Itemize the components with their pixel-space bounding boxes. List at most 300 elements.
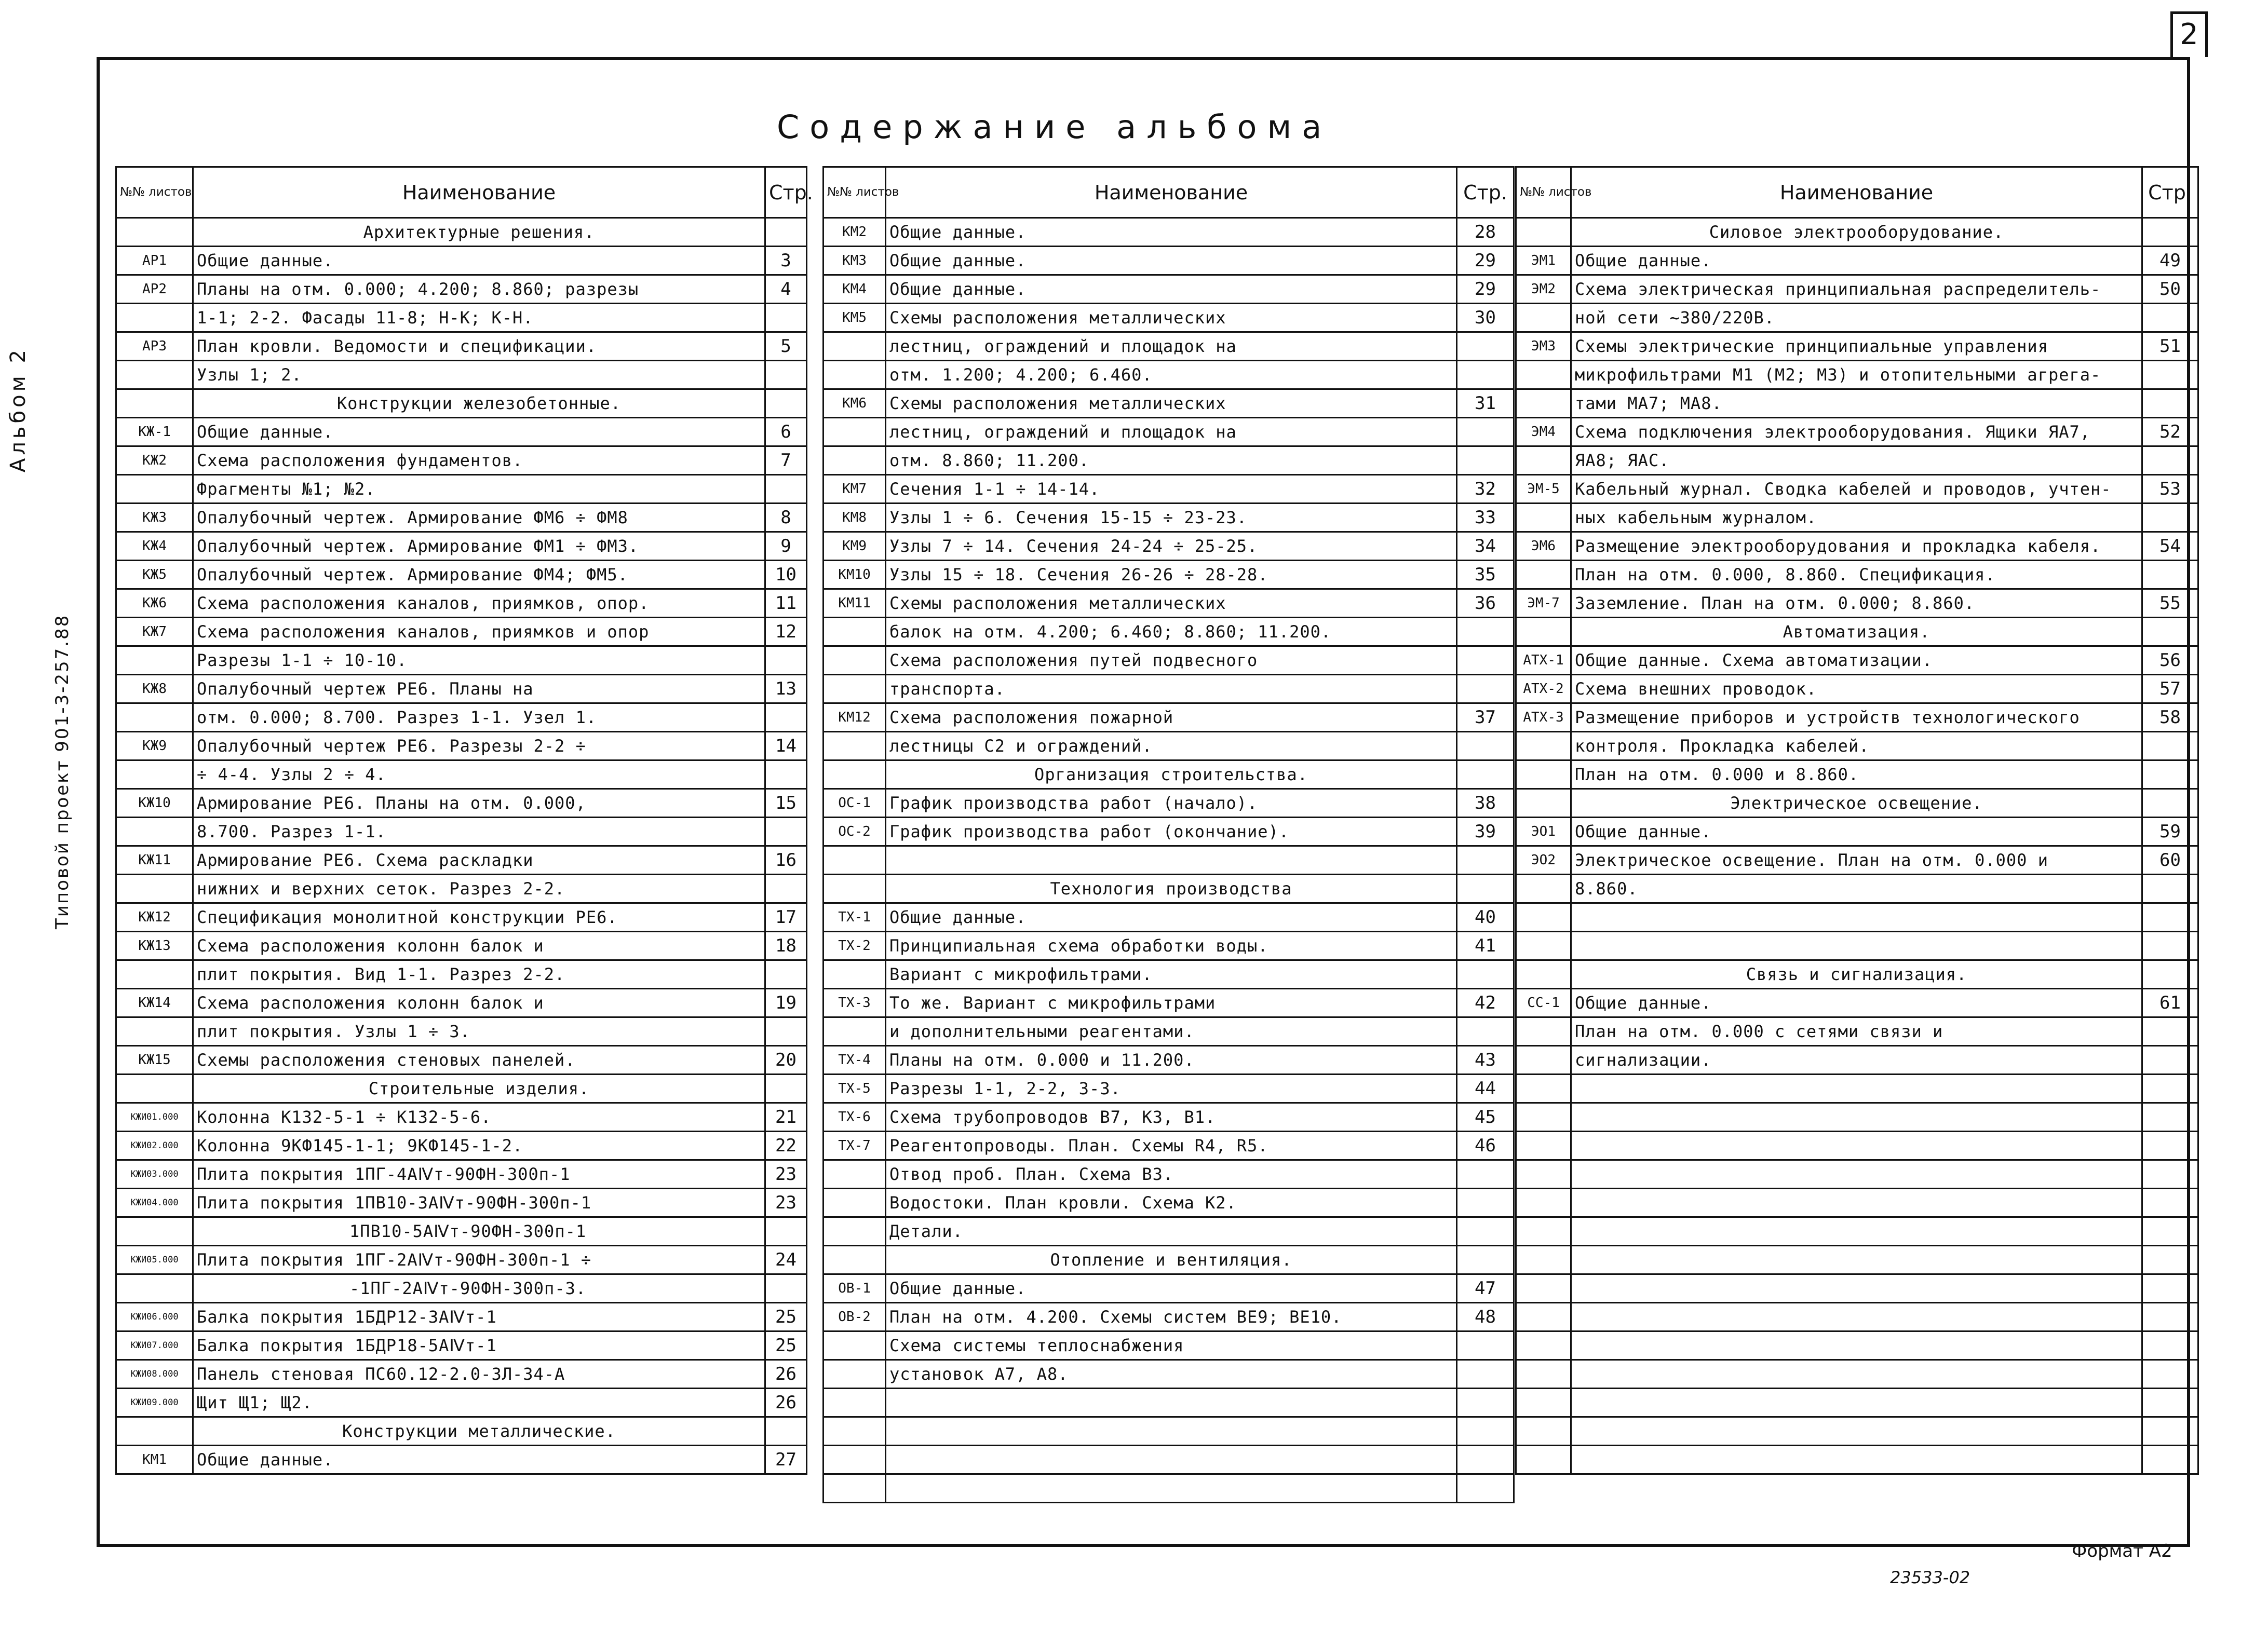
- page-number: 40: [1457, 903, 1514, 932]
- toc-row: [1516, 1417, 2198, 1446]
- sheet-code: [824, 361, 886, 389]
- page-number: 61: [2142, 989, 2198, 1017]
- sheet-code: [1516, 875, 1571, 903]
- page-number: [2142, 361, 2198, 389]
- page-number: 7: [765, 446, 807, 475]
- toc-row: [116, 675, 807, 703]
- toc-row: [1516, 1075, 2198, 1103]
- toc-row: [116, 561, 807, 589]
- toc-row: [1516, 646, 2198, 675]
- sheet-code: КЖИ04.000: [116, 1189, 193, 1217]
- toc-row: [116, 618, 807, 646]
- toc-row: [824, 960, 1514, 989]
- toc-row: [1516, 760, 2198, 789]
- sheet-code: [824, 1246, 886, 1274]
- sheet-title: 1ПВ10-5АⅣт-90ФН-300п-1: [193, 1217, 765, 1246]
- sheet-title: Принципиальная схема обработки воды.: [886, 932, 1457, 960]
- page-number: [2142, 1160, 2198, 1189]
- toc-row: [1516, 818, 2198, 846]
- page-number: 23: [765, 1189, 807, 1217]
- page-number: 3: [765, 247, 807, 275]
- sheet-code: ТХ-3: [824, 989, 886, 1017]
- sheet-title: плит покрытия. Узлы 1 ÷ 3.: [193, 1017, 765, 1046]
- toc-row: [824, 1303, 1514, 1331]
- toc-row: [116, 304, 807, 332]
- sheet-code: [1516, 1417, 1571, 1446]
- toc-row: [116, 1189, 807, 1217]
- toc-row: [1516, 1246, 2198, 1274]
- sheet-title: Планы на отм. 0.000 и 11.200.: [886, 1046, 1457, 1075]
- page-number: [1457, 760, 1514, 789]
- page-number: [2142, 389, 2198, 418]
- toc-section-row: [116, 1075, 807, 1103]
- toc-row: [824, 1017, 1514, 1046]
- sheet-title: лестниц, ограждений и площадок на: [886, 418, 1457, 446]
- sheet-code: ТХ-1: [824, 903, 886, 932]
- sheet-title: Электрическое освещение. План на отм. 0.000 и: [1571, 846, 2142, 875]
- sheet-code: [824, 646, 886, 675]
- toc-section-row: [116, 389, 807, 418]
- toc-row: [116, 903, 807, 932]
- toc-row: [824, 304, 1514, 332]
- page-number: [1457, 418, 1514, 446]
- page-number: [2142, 561, 2198, 589]
- sheet-code: [824, 1446, 886, 1474]
- sheet-title: Реагентопроводы. План. Схемы R4, R5.: [886, 1132, 1457, 1160]
- sheet-code: АТХ-3: [1516, 703, 1571, 732]
- sheet-title: Опалубочный чертеж РЕ6. Планы на: [193, 675, 765, 703]
- page-number: 19: [765, 989, 807, 1017]
- page-number: 28: [1457, 218, 1514, 247]
- page-number: 12: [765, 618, 807, 646]
- toc-row: [824, 218, 1514, 247]
- section-title: Организация строительства.: [886, 760, 1457, 789]
- sheet-code: [116, 1075, 193, 1103]
- sheet-code: КМ4: [824, 275, 886, 304]
- sheet-title: Общие данные.: [193, 418, 765, 446]
- page-number: [2142, 1217, 2198, 1246]
- sheet-title: Плита покрытия 1ПГ-2АⅣт-90ФН-300п-1 ÷: [193, 1246, 765, 1274]
- sheet-code: КЖ10: [116, 789, 193, 818]
- section-title: Конструкции железобетонные.: [193, 389, 765, 418]
- sheet-title: -1ПГ-2АⅣт-90ФН-300п-3.: [193, 1274, 765, 1303]
- sheet-title: нижних и верхних сеток. Разрез 2-2.: [193, 875, 765, 903]
- page-number: 10: [765, 561, 807, 589]
- sheet-code: [1516, 1017, 1571, 1046]
- toc-row: [116, 1274, 807, 1303]
- toc-row: [116, 846, 807, 875]
- sheet-code: КЖИ02.000: [116, 1132, 193, 1160]
- sheet-title: Узлы 7 ÷ 14. Сечения 24-24 ÷ 25-25.: [886, 532, 1457, 561]
- sheet-code: ОВ-2: [824, 1303, 886, 1331]
- sheet-code: [824, 1360, 886, 1389]
- sheet-title: Схема подключения электрооборудования. Ящики ЯА7,: [1571, 418, 2142, 446]
- toc-table-2: [822, 166, 1515, 1503]
- toc-row: [824, 589, 1514, 618]
- toc-row: [824, 903, 1514, 932]
- sheet-title: Схемы расположения стеновых панелей.: [193, 1046, 765, 1075]
- sheet-title: Планы на отм. 0.000; 4.200; 8.860; разрезы: [193, 275, 765, 304]
- sheet-code: [824, 618, 886, 646]
- toc-row: [1516, 446, 2198, 475]
- sheet-title: Армирование РЕ6. Планы на отм. 0.000,: [193, 789, 765, 818]
- page-number: 24: [765, 1246, 807, 1274]
- toc-row: [116, 532, 807, 561]
- toc-row: [116, 589, 807, 618]
- sheet-title: Щит Щ1; Щ2.: [193, 1389, 765, 1417]
- sheet-code: [116, 475, 193, 504]
- sheet-code: КЖ12: [116, 903, 193, 932]
- page-number: 18: [765, 932, 807, 960]
- toc-row: [116, 789, 807, 818]
- sheet-title: Кабельный журнал. Сводка кабелей и проводов, учтен-: [1571, 475, 2142, 504]
- toc-row: [824, 618, 1514, 646]
- sheet-code: [824, 960, 886, 989]
- toc-row: [824, 1217, 1514, 1246]
- page-number: [765, 1417, 807, 1446]
- toc-row: [824, 1331, 1514, 1360]
- page-number: 53: [2142, 475, 2198, 504]
- sheet-code: КМ1: [116, 1446, 193, 1474]
- sheet-title: Схема расположения колонн балок и: [193, 989, 765, 1017]
- sheet-title: [886, 1417, 1457, 1446]
- sheet-code: КЖИ09.000: [116, 1389, 193, 1417]
- toc-row: [1516, 589, 2198, 618]
- page-number: 45: [1457, 1103, 1514, 1132]
- toc-row: [824, 475, 1514, 504]
- sheet-code: КМ10: [824, 561, 886, 589]
- sheet-title: Колонна 9КФ145-1-1; 9КФ145-1-2.: [193, 1132, 765, 1160]
- sheet-code: ТХ-2: [824, 932, 886, 960]
- toc-row: [116, 875, 807, 903]
- page-number: 17: [765, 903, 807, 932]
- sheet-title: [886, 1446, 1457, 1474]
- sheet-code: КМ7: [824, 475, 886, 504]
- sheet-title: Вариант с микрофильтрами.: [886, 960, 1457, 989]
- sheet-code: [116, 1417, 193, 1446]
- sheet-title: транспорта.: [886, 675, 1457, 703]
- page-number: [1457, 1017, 1514, 1046]
- section-title: Электрическое освещение.: [1571, 789, 2142, 818]
- sheet-title: установок А7, А8.: [886, 1360, 1457, 1389]
- sheet-code: [1516, 960, 1571, 989]
- sheet-code: [824, 1189, 886, 1217]
- sheet-title: контроля. Прокладка кабелей.: [1571, 732, 2142, 760]
- page-number: 47: [1457, 1274, 1514, 1303]
- sheet-title: Общие данные.: [193, 1446, 765, 1474]
- toc-row: [824, 1474, 1514, 1503]
- sheet-code: [1516, 1160, 1571, 1189]
- page-number: [765, 760, 807, 789]
- sheet-code: [1516, 389, 1571, 418]
- toc-row: [116, 1046, 807, 1075]
- page-number: 52: [2142, 418, 2198, 446]
- sheet-title: Сечения 1-1 ÷ 14-14.: [886, 475, 1457, 504]
- sheet-code: [1516, 1217, 1571, 1246]
- toc-header-row: [824, 167, 1514, 218]
- page-number: [2142, 1103, 2198, 1132]
- toc-section-row: [1516, 960, 2198, 989]
- toc-row: [1516, 247, 2198, 275]
- sheet-code: [824, 1417, 886, 1446]
- sheet-title: План на отм. 0.000 с сетями связи и: [1571, 1017, 2142, 1046]
- page-number: 31: [1457, 389, 1514, 418]
- sheet-code: [1516, 504, 1571, 532]
- sheet-code: [116, 703, 193, 732]
- sheet-code: КМ2: [824, 218, 886, 247]
- toc-section-row: [1516, 789, 2198, 818]
- sheet-code: [116, 389, 193, 418]
- toc-row: [1516, 1160, 2198, 1189]
- page-number: 55: [2142, 589, 2198, 618]
- sheet-code: АР2: [116, 275, 193, 304]
- page-number: 43: [1457, 1046, 1514, 1075]
- toc-row: [1516, 304, 2198, 332]
- section-title: Автоматизация.: [1571, 618, 2142, 646]
- sheet-code: [116, 646, 193, 675]
- sheet-code: [824, 418, 886, 446]
- sheet-code: [1516, 1331, 1571, 1360]
- sheet-title: Балка покрытия 1БДР12-3АⅣт-1: [193, 1303, 765, 1331]
- sheet-code: ЭМ2: [1516, 275, 1571, 304]
- sheet-title: [1571, 1160, 2142, 1189]
- num-header: №№ листов: [116, 167, 193, 218]
- page-number: [1457, 1446, 1514, 1474]
- sheet-code: [824, 760, 886, 789]
- page-number: 49: [2142, 247, 2198, 275]
- page-header: Стр.: [2142, 167, 2198, 218]
- sheet-code: КЖ15: [116, 1046, 193, 1075]
- page-number: [1457, 732, 1514, 760]
- page-number: [765, 218, 807, 247]
- sheet-title: График производства работ (начало).: [886, 789, 1457, 818]
- page-number: [2142, 1132, 2198, 1160]
- page-number: 14: [765, 732, 807, 760]
- sheet-code: ТХ-4: [824, 1046, 886, 1075]
- page-number: [765, 1075, 807, 1103]
- page-number: [2142, 732, 2198, 760]
- toc-row: [116, 1160, 807, 1189]
- toc-row: [1516, 1389, 2198, 1417]
- toc-row: [116, 332, 807, 361]
- sheet-title: Общие данные.: [886, 247, 1457, 275]
- toc-row: [116, 1446, 807, 1474]
- page-number: [1457, 1246, 1514, 1274]
- sheet-code: ТХ-6: [824, 1103, 886, 1132]
- sheet-code: ЭМ6: [1516, 532, 1571, 561]
- sheet-code: ОВ-1: [824, 1274, 886, 1303]
- toc-row: [116, 1389, 807, 1417]
- sheet-code: КМ3: [824, 247, 886, 275]
- sheet-title: Схемы электрические принципиальные управления: [1571, 332, 2142, 361]
- sheet-title: и дополнительными реагентами.: [886, 1017, 1457, 1046]
- sheet-title: [1571, 1103, 2142, 1132]
- name-header: Наименование: [193, 167, 765, 218]
- page-number: 60: [2142, 846, 2198, 875]
- page-number: [2142, 1417, 2198, 1446]
- toc-row: [824, 646, 1514, 675]
- page-number: [765, 1017, 807, 1046]
- toc-row: [1516, 1360, 2198, 1389]
- sheet-title: Общие данные.: [1571, 818, 2142, 846]
- toc-row: [116, 1331, 807, 1360]
- sheet-title: Опалубочный чертеж. Армирование ФМ6 ÷ ФМ8: [193, 504, 765, 532]
- toc-row: [1516, 361, 2198, 389]
- page-number: 21: [765, 1103, 807, 1132]
- sheet-code: АТХ-2: [1516, 675, 1571, 703]
- toc-row: [116, 475, 807, 504]
- page-number: [2142, 875, 2198, 903]
- sheet-code: [824, 446, 886, 475]
- sheet-title: лестниц, ограждений и площадок на: [886, 332, 1457, 361]
- page-number: 25: [765, 1303, 807, 1331]
- sheet-code: [824, 846, 886, 875]
- sheet-code: [1516, 561, 1571, 589]
- toc-row: [824, 1274, 1514, 1303]
- sheet-code: ЭМ-7: [1516, 589, 1571, 618]
- page-number: [1457, 846, 1514, 875]
- page-number: 15: [765, 789, 807, 818]
- toc-row: [1516, 989, 2198, 1017]
- sheet-code: [116, 875, 193, 903]
- sheet-title: Опалубочный чертеж РЕ6. Разрезы 2-2 ÷: [193, 732, 765, 760]
- toc-row: [1516, 332, 2198, 361]
- toc-row: [824, 989, 1514, 1017]
- toc-row: [1516, 675, 2198, 703]
- sheet-code: [824, 1331, 886, 1360]
- sheet-title: Общие данные.: [1571, 989, 2142, 1017]
- archive-code: 23533-02: [1890, 1568, 1970, 1587]
- sheet-title: Заземление. План на отм. 0.000; 8.860.: [1571, 589, 2142, 618]
- page-number: [1457, 332, 1514, 361]
- sheet-code: [116, 304, 193, 332]
- sheet-code: [824, 1160, 886, 1189]
- page-number: 34: [1457, 532, 1514, 561]
- page-number: 58: [2142, 703, 2198, 732]
- page-number: 38: [1457, 789, 1514, 818]
- sheet-title: Балка покрытия 1БДР18-5АⅣт-1: [193, 1331, 765, 1360]
- page-number: 50: [2142, 275, 2198, 304]
- toc-row: [116, 760, 807, 789]
- toc-row: [116, 1217, 807, 1246]
- sheet-code: ЭМ-5: [1516, 475, 1571, 504]
- toc-row: [1516, 504, 2198, 532]
- sheet-title: План на отм. 0.000, 8.860. Спецификация.: [1571, 561, 2142, 589]
- sheet-code: АР1: [116, 247, 193, 275]
- toc-row: [824, 532, 1514, 561]
- page-number: [1457, 1331, 1514, 1360]
- sheet-title: балок на отм. 4.200; 6.460; 8.860; 11.200.: [886, 618, 1457, 646]
- toc-row: [824, 361, 1514, 389]
- page-number: [1457, 1474, 1514, 1503]
- sheet-code: КЖ13: [116, 932, 193, 960]
- page-number: [2142, 1075, 2198, 1103]
- sheet-title: Схема трубопроводов В7, К3, В1.: [886, 1103, 1457, 1132]
- page-number: [1457, 960, 1514, 989]
- sheet-code: КЖИ07.000: [116, 1331, 193, 1360]
- toc-header-row: [116, 167, 807, 218]
- sheet-code: КЖИ06.000: [116, 1303, 193, 1331]
- sheet-code: [824, 675, 886, 703]
- sheet-code: [1516, 1075, 1571, 1103]
- page-number: [1457, 618, 1514, 646]
- page-number: 4: [765, 275, 807, 304]
- sheet-code: КЖ8: [116, 675, 193, 703]
- sheet-title: Плита покрытия 1ПГ-4АⅣт-90ФН-300п-1: [193, 1160, 765, 1189]
- toc-row: [116, 446, 807, 475]
- toc-section-row: [824, 875, 1514, 903]
- page-number: [2142, 446, 2198, 475]
- name-header: Наименование: [886, 167, 1457, 218]
- section-title: Архитектурные решения.: [193, 218, 765, 247]
- page-number: [2142, 1189, 2198, 1217]
- page-number: 57: [2142, 675, 2198, 703]
- sheet-code: ЭМ4: [1516, 418, 1571, 446]
- sheet-code: КЖ9: [116, 732, 193, 760]
- toc-row: [824, 1417, 1514, 1446]
- page-number: [2142, 760, 2198, 789]
- page-number: 6: [765, 418, 807, 446]
- toc-row: [1516, 1046, 2198, 1075]
- sheet-code: АР3: [116, 332, 193, 361]
- num-header: №№ листов: [824, 167, 886, 218]
- sheet-title: Узлы 1 ÷ 6. Сечения 15-15 ÷ 23-23.: [886, 504, 1457, 532]
- page-number: [2142, 960, 2198, 989]
- page-number: 59: [2142, 818, 2198, 846]
- page-number: [1457, 1189, 1514, 1217]
- sheet-title: Фрагменты №1; №2.: [193, 475, 765, 504]
- sheet-title: Схема электрическая принципиальная распределитель-: [1571, 275, 2142, 304]
- sheet-code: [116, 218, 193, 247]
- num-header: №№ листов: [1516, 167, 1571, 218]
- sheet-code: ОС-1: [824, 789, 886, 818]
- sheet-title: Схемы расположения металлических: [886, 389, 1457, 418]
- page-number: [765, 703, 807, 732]
- page-number: [1457, 446, 1514, 475]
- sheet-code: [116, 1274, 193, 1303]
- toc-row: [824, 504, 1514, 532]
- page-number: [2142, 932, 2198, 960]
- sheet-title: Отвод проб. План. Схема В3.: [886, 1160, 1457, 1189]
- sheet-title: [1571, 1075, 2142, 1103]
- sheet-title: [1571, 1246, 2142, 1274]
- sheet-code: [1516, 361, 1571, 389]
- page-number: [2142, 903, 2198, 932]
- toc-row: [824, 1389, 1514, 1417]
- toc-row: [1516, 1303, 2198, 1331]
- sheet-title: Схема внешних проводок.: [1571, 675, 2142, 703]
- page-number: [2142, 1246, 2198, 1274]
- page-number: 26: [765, 1360, 807, 1389]
- toc-row: [116, 275, 807, 304]
- toc-header-row: [1516, 167, 2198, 218]
- sheet-title: График производства работ (окончание).: [886, 818, 1457, 846]
- toc-row: [116, 1303, 807, 1331]
- toc-row: [1516, 732, 2198, 760]
- sheet-title: [1571, 1360, 2142, 1389]
- page-number: 5: [765, 332, 807, 361]
- toc-row: [116, 1103, 807, 1132]
- page-number: [2142, 1360, 2198, 1389]
- sheet-title: Узлы 15 ÷ 18. Сечения 26-26 ÷ 28-28.: [886, 561, 1457, 589]
- page-number: [2142, 1331, 2198, 1360]
- sheet-code: [1516, 903, 1571, 932]
- sheet-title: ных кабельным журналом.: [1571, 504, 2142, 532]
- sheet-title: Опалубочный чертеж. Армирование ФМ1 ÷ ФМ3.: [193, 532, 765, 561]
- section-title: Отопление и вентиляция.: [886, 1246, 1457, 1274]
- toc-row: [824, 789, 1514, 818]
- sheet-title: Узлы 1; 2.: [193, 361, 765, 389]
